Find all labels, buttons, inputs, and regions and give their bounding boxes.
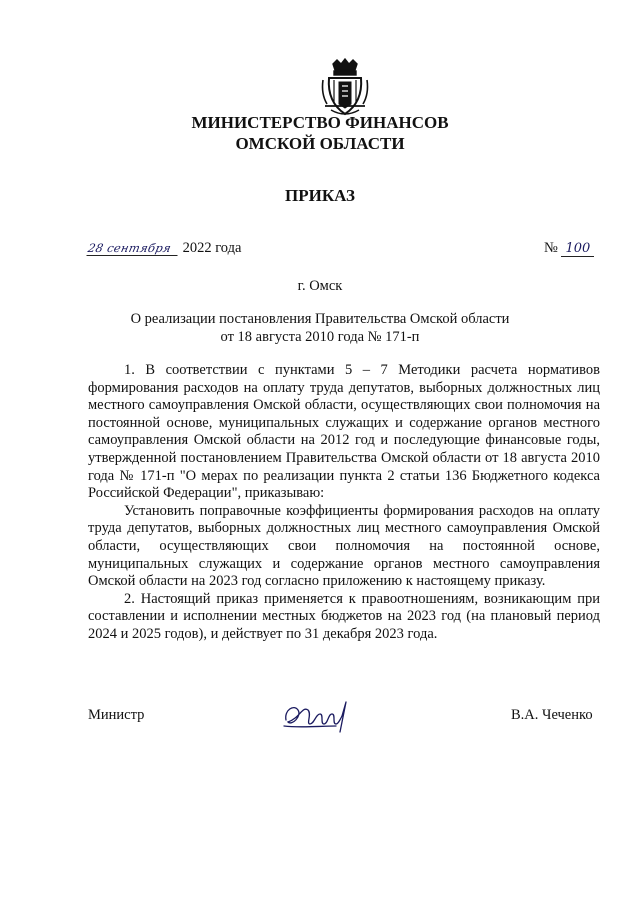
date-year: 2022 года — [182, 240, 242, 256]
document-body — [88, 362, 600, 644]
document-subject — [0, 310, 640, 346]
signer-name: В.А. Чеченко — [511, 707, 593, 723]
subject-line-1: О реализации постановления Правительства Омской области — [130, 311, 510, 327]
handwritten-date: 28 сентября — [86, 241, 180, 256]
organization-name — [0, 112, 640, 154]
paragraph-3: 2. Настоящий приказ применяется к правоотношениям, возникающим при составлении и исполнении местных бюджетов на 2023 год (на плановый период 2024 и 2025 годов), и действует по 31 декабря 2023 года. — [88, 590, 600, 642]
paragraph-2: Установить поправочные коэффициенты формирования расходов на оплату труда депутатов, выборных должностных лиц местного самоуправления Омской области, осуществляющих свои полномочия на постоянной основе, муниципальных служащих и содержание органов местного самоуправления Омской области на 2023 год согласно приложению к настоящему приказу. — [88, 502, 600, 590]
document-city: г. Омск — [297, 278, 343, 294]
coat-of-arms-icon — [319, 58, 371, 118]
handwritten-number: 100 — [561, 241, 594, 257]
paragraph-1: 1. В соответствии с пунктами 5 – 7 Методики расчета нормативов формирования расходов на оплату труда депутатов, выборных должностных лиц местного самоуправления Омской области, осуществляющих свои полномочия на постоянной основе, муниципальных служащих и содержание органов местного самоуправления Омской области на 2012 год и последующие финансовые годы, утвержденной постановлением Правительства Омской области от 18 августа 2010 года № 171-п "О мерах по реализации пункта 2 статьи 136 Бюджетного кодекса Российской Федерации", приказываю: — [88, 362, 600, 502]
signer-title: Министр — [88, 707, 145, 723]
number-prefix: № — [544, 240, 558, 256]
organization-line-1: МИНИСТЕРСТВО ФИНАНСОВ — [191, 113, 449, 132]
document-date — [88, 240, 241, 257]
subject-line-2: от 18 августа 2010 года № 171-п — [220, 329, 420, 345]
organization-line-2: ОМСКОЙ ОБЛАСТИ — [235, 134, 405, 153]
document-type: ПРИКАЗ — [285, 186, 355, 205]
signature-icon — [280, 696, 356, 736]
document-number — [544, 240, 594, 257]
